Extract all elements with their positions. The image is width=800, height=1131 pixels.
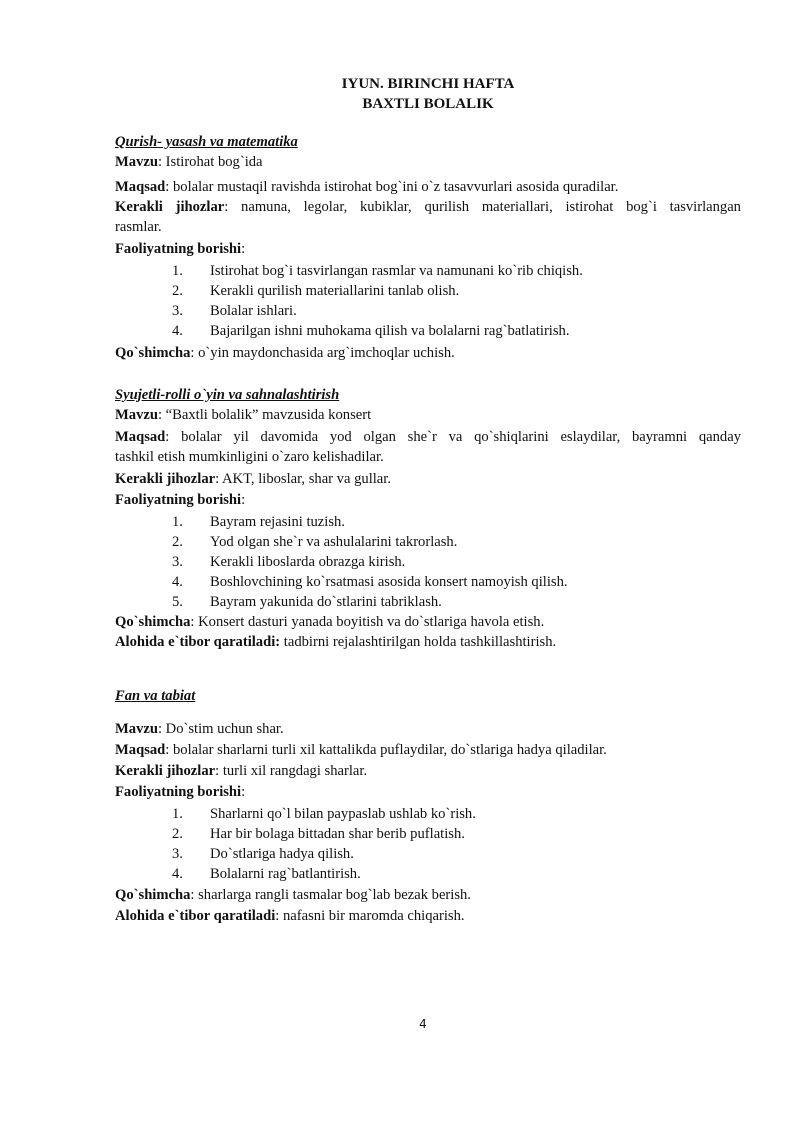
page-title: IYUN. BIRINCHI HAFTA [341, 76, 515, 92]
topic-label: Mavzu [115, 407, 158, 423]
materials-text: : turli xil rangdagi sharlar. [215, 763, 368, 779]
attention-label: Alohida e`tibor qaratiladi [115, 908, 276, 924]
attention-text: tadbirni rejalashtirilgan holda tashkillashtirish. [280, 634, 557, 650]
extra-label: Qo`shimcha [115, 614, 191, 630]
document-page: IYUN. BIRINCHI HAFTA BAXTLI BOLALIK Qurish- yasash va matematika Mavzu: Istirohat bog`ida Maqsad: bolalar mustaqil ravishda istirohat bog`ini o`z tasavvurlari asosida quradilar. Kerakli jihozlar: namuna, legolar, kubiklar, qurilish materiallari, istirohat bog`i tasvirlangan rasmlar. Faoliyatning borishi: 1. Istirohat bog`i tasvirlangan rasmlar va namunani ko`rib chiqish. 2. Kerakli qurilish materiallarini tanlab olish. 3. Bolalar ishlari. 4. Bajarilgan ishni muhokama qilish va bolalarni rag`batlatirish. Qo`shimcha: o`yin maydonchasida arg`imchoqlar uchish. Syujetli-rolli o`yin va sahnalashtirish Mavzu: “Baxtli bolalik” mavzusida konsert Maqsad: bolalar yil davomida yod olgan she`r va qo`shiqlarini eslaydilar, bayramni qanday tashkil etish mumkinligini o`zaro kelishadilar. Kerakli jihozlar: AKT, liboslar, shar va gullar. Faoliyatning borishi: 1. Bayram rejasini tuzish. 2. Yod olgan she`r va ashulalarini takrorlash. 3. Kerakli liboslarda obrazga kirish. 4. Boshlovchining ko`rsatmasi asosida konsert namoyish qilish. 5. Bayram yakunida do`stlarini tabriklash. Qo`shimcha: Konsert dasturi yanada boyitish va do`stlariga havola etish. Alohida e`tibor qaratiladi: tadbirni rejalashtirilgan holda tashkillashtirish. Fan va tabiat Mavzu: Do`stim uchun shar. Maqsad: bolalar sharlarni turli xil kattalikda puflaydilar, do`stlariga hadya qiladilar. Kerakli jihozlar: turli xil rangdagi sharlar. Faoliyatning borishi: 1. Sharlarni qo`l bilan paypaslab ushlab ko`rish. 2. Har bir bolaga bittadan shar berib puflatish. 3. Do`stlariga hadya qilish. 4. Bolalarni rag`batlantirish. Qo`shimcha: sharlarga rangli tasmalar bog`lab bezak berish. Alohida e`tibor qaratiladi: nafasni bir maromda chiqarish. 4 [0, 0, 800, 1131]
topic-line [115, 153, 741, 172]
extra-text: : o`yin maydonchasida arg`imchoqlar uchish. [190, 345, 455, 361]
extra-line [115, 613, 741, 632]
materials-label: Kerakli jihozlar [115, 199, 225, 215]
extra-text: : Konsert dasturi yanada boyitish va do`stlariga havola etish. [190, 614, 545, 630]
process-heading: Faoliyatning borishi: [115, 784, 246, 800]
topic-label: Mavzu [115, 721, 158, 737]
extra-text: : sharlarga rangli tasmalar bog`lab bezak berish. [190, 887, 471, 903]
goal-line-cont: tashkil etish mumkinligini o`zaro kelishadilar. [115, 449, 384, 465]
topic-text: : Istirohat bog`ida [157, 154, 263, 170]
process-label: Faoliyatning borishi [115, 241, 242, 257]
materials-label: Kerakli jihozlar [115, 471, 216, 487]
process-heading: Faoliyatning borishi: [115, 492, 246, 508]
materials-text: : namuna, legolar, kubiklar, qurilish materiallari, istirohat bog`i tasvirlangan [224, 199, 741, 215]
goal-line [115, 178, 741, 197]
extra-line [115, 886, 741, 905]
goal-label: Maqsad [115, 179, 166, 195]
materials-line-cont: rasmlar. [115, 219, 162, 235]
topic-text: : Do`stim uchun shar. [157, 721, 284, 737]
materials-line [115, 198, 741, 217]
goal-text: : bolalar sharlarni turli xil kattalikda puflaydilar, do`stlariga hadya qiladilar. [165, 742, 607, 758]
materials-text: : AKT, liboslar, shar va gullar. [215, 471, 391, 487]
extra-label: Qo`shimcha [115, 887, 191, 903]
goal-line [115, 428, 741, 447]
section-title: Fan va tabiat [115, 688, 196, 704]
goal-label: Maqsad [115, 742, 166, 758]
attention-text: : nafasni bir maromda chiqarish. [275, 908, 465, 924]
topic-label: Mavzu [115, 154, 158, 170]
materials-line [115, 762, 741, 781]
topic-line [115, 720, 741, 739]
process-label: Faoliyatning borishi [115, 784, 242, 800]
topic-line [115, 406, 741, 425]
extra-label: Qo`shimcha [115, 345, 191, 361]
materials-label: Kerakli jihozlar [115, 763, 216, 779]
page-subtitle: BAXTLI BOLALIK [362, 96, 494, 112]
attention-line [115, 633, 741, 652]
goal-text: : bolalar yil davomida yod olgan she`r va qo`shiqlarini eslaydilar, bayramni qanday [165, 429, 741, 445]
page-number: 4 [419, 1017, 427, 1031]
attention-line [115, 907, 741, 926]
process-heading: Faoliyatning borishi: [115, 241, 246, 257]
materials-line [115, 470, 741, 489]
goal-line [115, 741, 741, 760]
section-title: Qurish- yasash va matematika [115, 134, 298, 150]
goal-label: Maqsad [115, 429, 166, 445]
attention-label: Alohida e`tibor qaratiladi: [115, 634, 281, 650]
goal-text: : bolalar mustaqil ravishda istirohat bog`ini o`z tasavvurlari asosida quradilar. [165, 179, 619, 195]
topic-text: : “Baxtli bolalik” mavzusida konsert [157, 407, 372, 423]
extra-line [115, 344, 741, 363]
process-label: Faoliyatning borishi [115, 492, 242, 508]
section-title: Syujetli-rolli o`yin va sahnalashtirish [115, 387, 340, 403]
